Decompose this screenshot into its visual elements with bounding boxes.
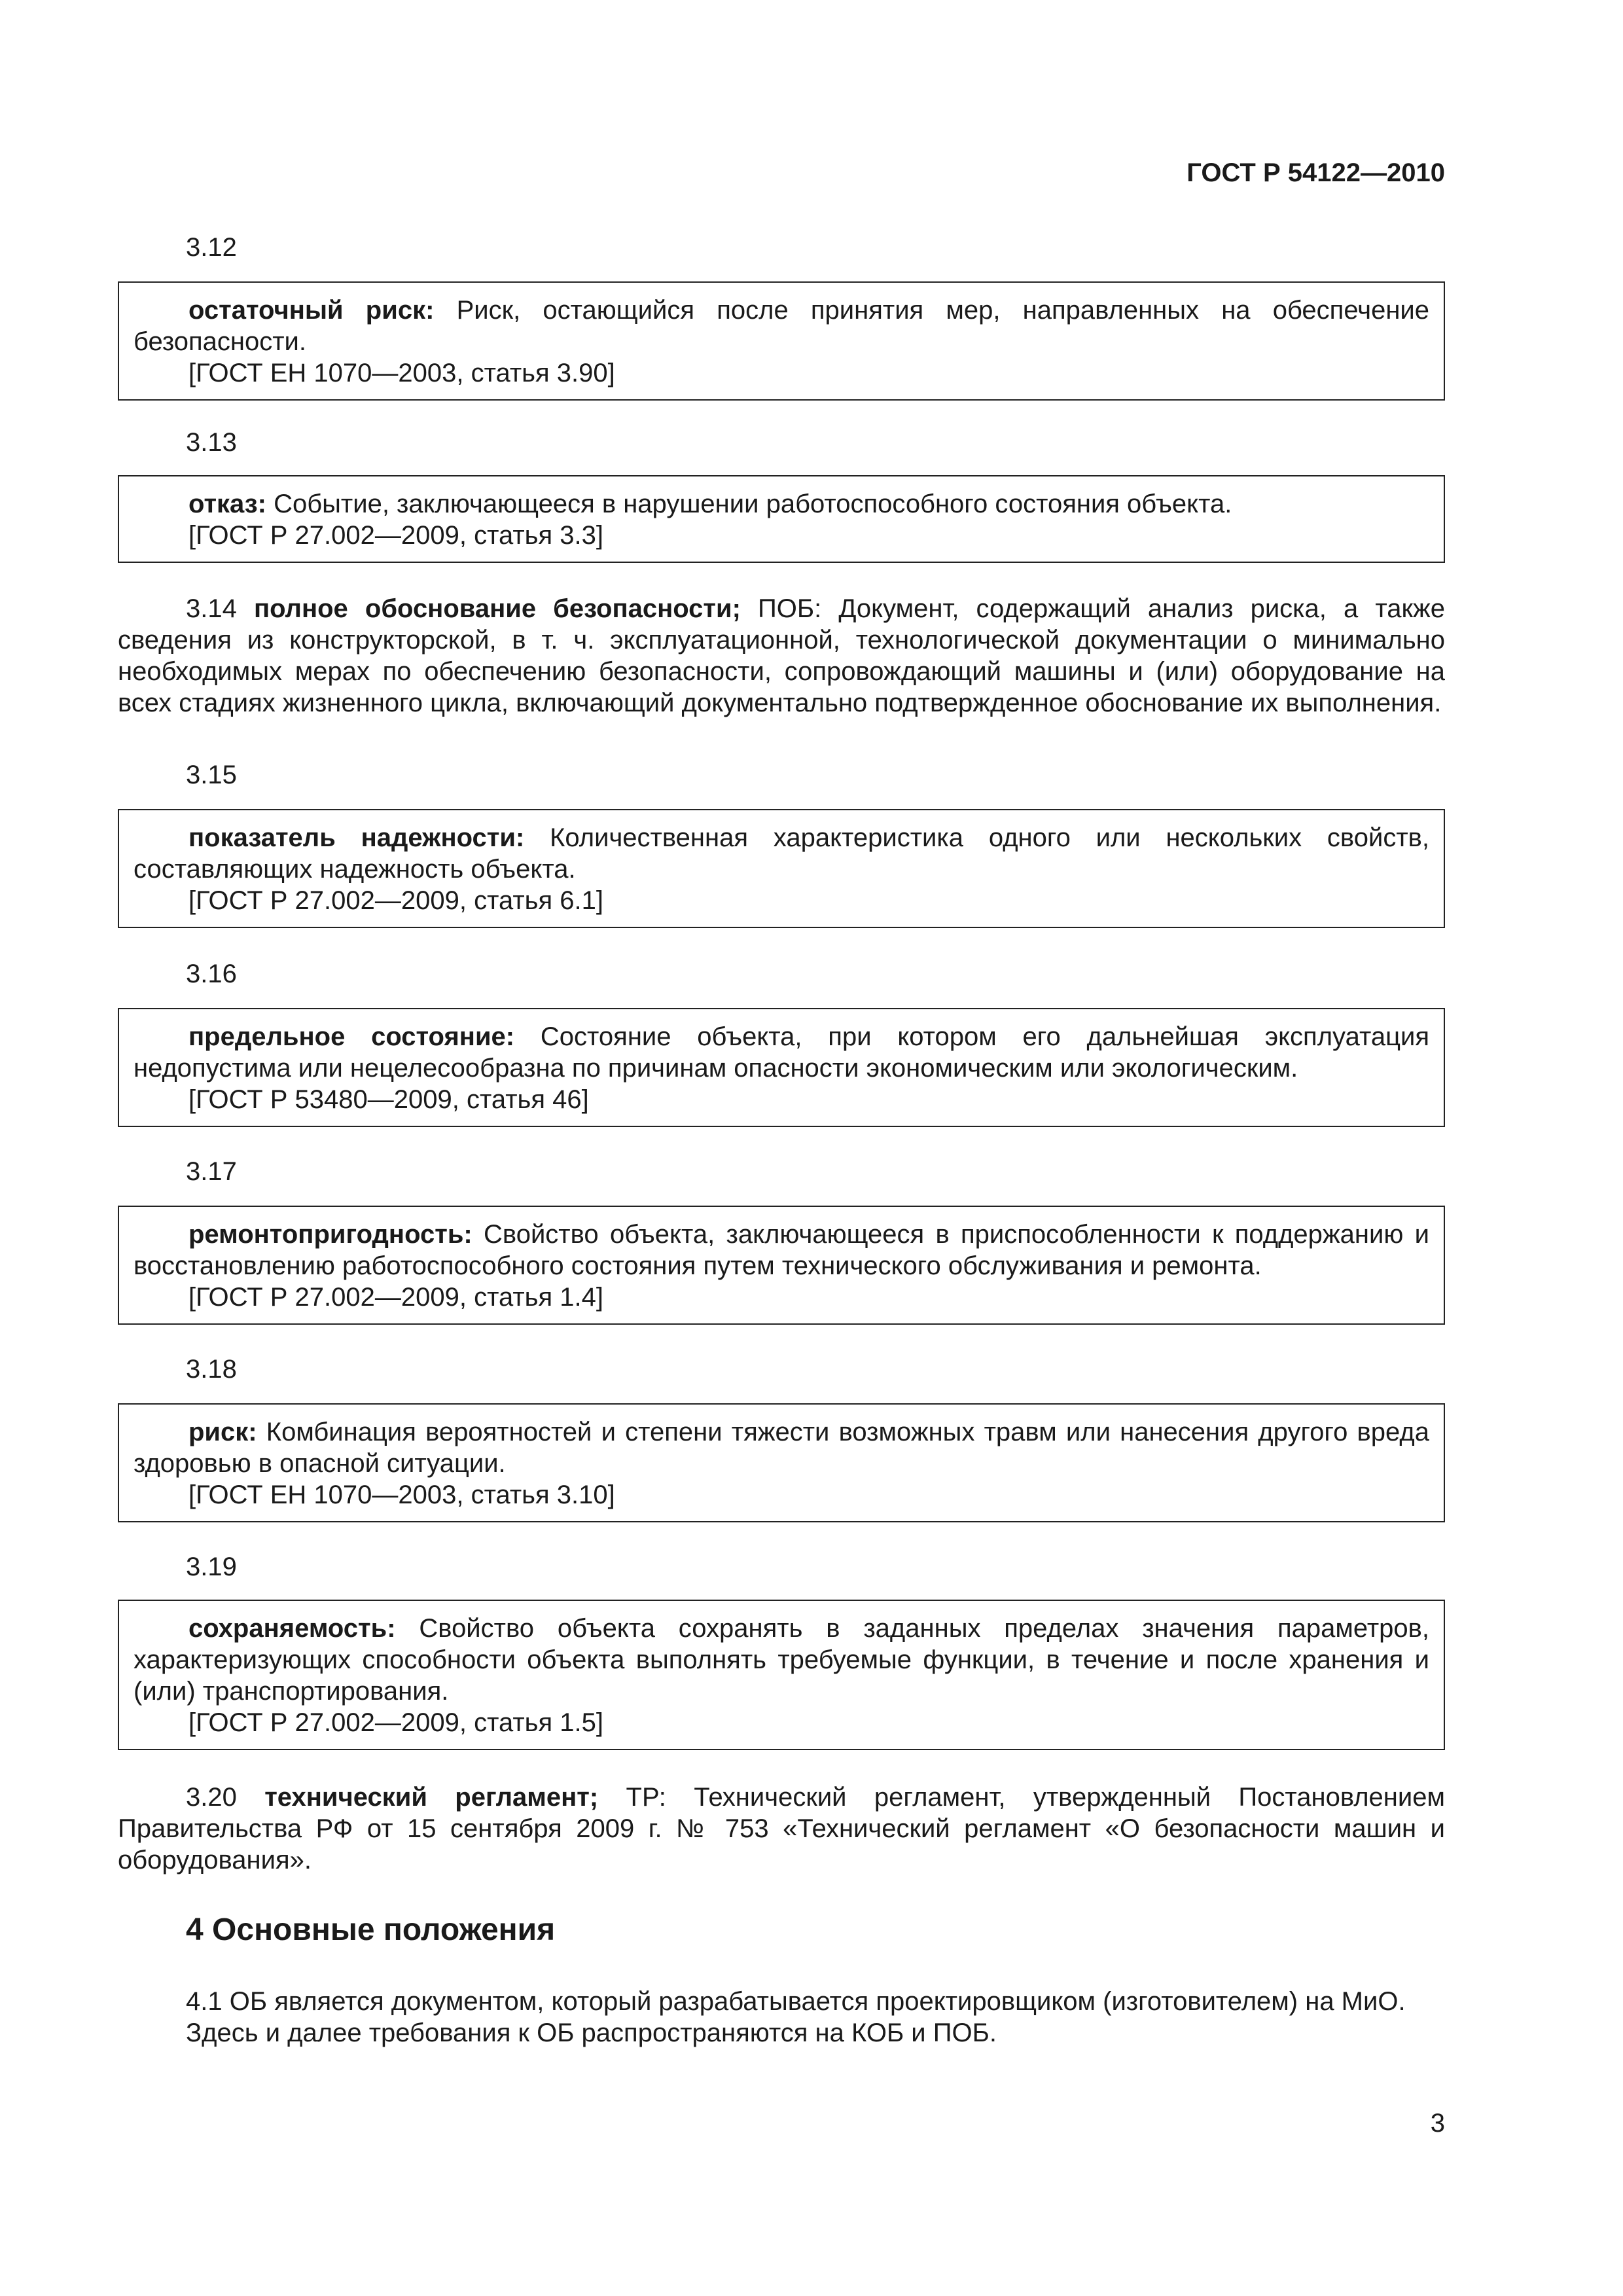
term-definition: Количественная характеристика одного или нескольких свойств, составляющих надежность объекта. [134,823,1429,884]
term-source: [ГОСТ Р 27.002—2009, статья 1.4] [188,1283,603,1312]
term-name: риск: [188,1418,257,1446]
term-source: [ГОСТ Р 27.002—2009, статья 1.5] [188,1708,603,1737]
term-name: сохраняемость: [188,1614,396,1643]
term-number: 3.14 [186,594,237,623]
term-abbr: ПОБ: [758,594,822,623]
page-number: 3 [1430,2109,1445,2138]
term-box [118,1600,1445,1750]
term-definition: Событие, заключающееся в нарушении работоспособного состояния объекта. [274,490,1232,518]
term-abbr: ТР: [626,1783,666,1812]
term-box [118,281,1445,401]
term-box [118,1403,1445,1522]
term-name: показатель надежности: [188,823,525,852]
term-definition: Свойство объекта, заключающееся в приспособленности к поддержанию и восстановлению работоспособного состояния путем технического обслуживания и ремонта. [134,1220,1429,1280]
term-definition: Технический регламент, утвержденный Постановлением Правительства РФ от 15 сентября 2009 г. № 753 «Технический регламент «О безопасности машин и оборудования». [118,1783,1445,1874]
term-number: 3.20 [186,1783,237,1812]
term-number: 3.12 [186,233,237,262]
term-number: 3.17 [186,1157,237,1186]
term-name: технический регламент; [264,1783,599,1812]
term-name: ремонтопригодность: [188,1220,473,1249]
term-definition: Состояние объекта, при котором его дальнейшая эксплуатация недопустима или нецелесообразна по причинам опасности экономическим или экологическим. [134,1022,1430,1083]
term-name: полное обоснование безопасности; [253,594,741,623]
document-code: ГОСТ Р 54122—2010 [1186,158,1445,187]
term-source: [ГОСТ Р 27.002—2009, статья 3.3] [188,521,603,550]
paragraph-4-1: 4.1 ОБ является документом, который разрабатывается проектировщиком (изготовителем) на МиО. [186,1987,1406,2016]
paragraph-note: Здесь и далее требования к ОБ распространяются на КОБ и ПОБ. [186,2018,997,2047]
term-number: 3.18 [186,1355,237,1384]
term-source: [ГОСТ ЕН 1070—2003, статья 3.10] [188,1480,615,1509]
inline-term [118,593,1445,719]
term-definition: Свойство объекта сохранять в заданных пределах значения параметров, характеризующих способности объекта выполнять требуемые функции, в течение и после хранения и (или) транспортирования. [134,1614,1429,1706]
term-source: [ГОСТ Р 53480—2009, статья 46] [188,1085,589,1114]
term-name: остаточный риск: [188,296,435,325]
term-box [118,475,1445,563]
term-definition: Риск, остающийся после принятия мер, направленных на обеспечение безопасности. [134,296,1430,356]
term-box [118,1206,1445,1325]
term-source: [ГОСТ Р 27.002—2009, статья 6.1] [188,886,603,915]
inline-term [118,1782,1445,1876]
section-heading: 4 Основные положения [186,1912,556,1947]
term-definition: Комбинация вероятностей и степени тяжести возможных травм или нанесения другого вреда здоровью в опасной ситуации. [134,1418,1429,1478]
term-number: 3.16 [186,960,237,988]
document-page [118,0,1445,2296]
term-box [118,809,1445,928]
term-definition: Документ, содержащий анализ риска, а также сведения из конструкторской, в т. ч. эксплуатационной, технологической документации о минимально необходимых мерах по обеспечению безопасности, сопровождающий машины и (или) оборудование на всех стадиях жизненного цикла, включающий документально подтвержденное обоснование их выполнения. [118,594,1445,717]
term-number: 3.13 [186,428,237,457]
term-name: отказ: [188,490,266,518]
section-paragraph [118,1986,1445,2049]
term-name: предельное состояние: [188,1022,515,1051]
term-number: 3.15 [186,761,237,789]
term-box [118,1008,1445,1127]
term-number: 3.19 [186,1552,237,1581]
term-source: [ГОСТ ЕН 1070—2003, статья 3.90] [188,359,615,387]
